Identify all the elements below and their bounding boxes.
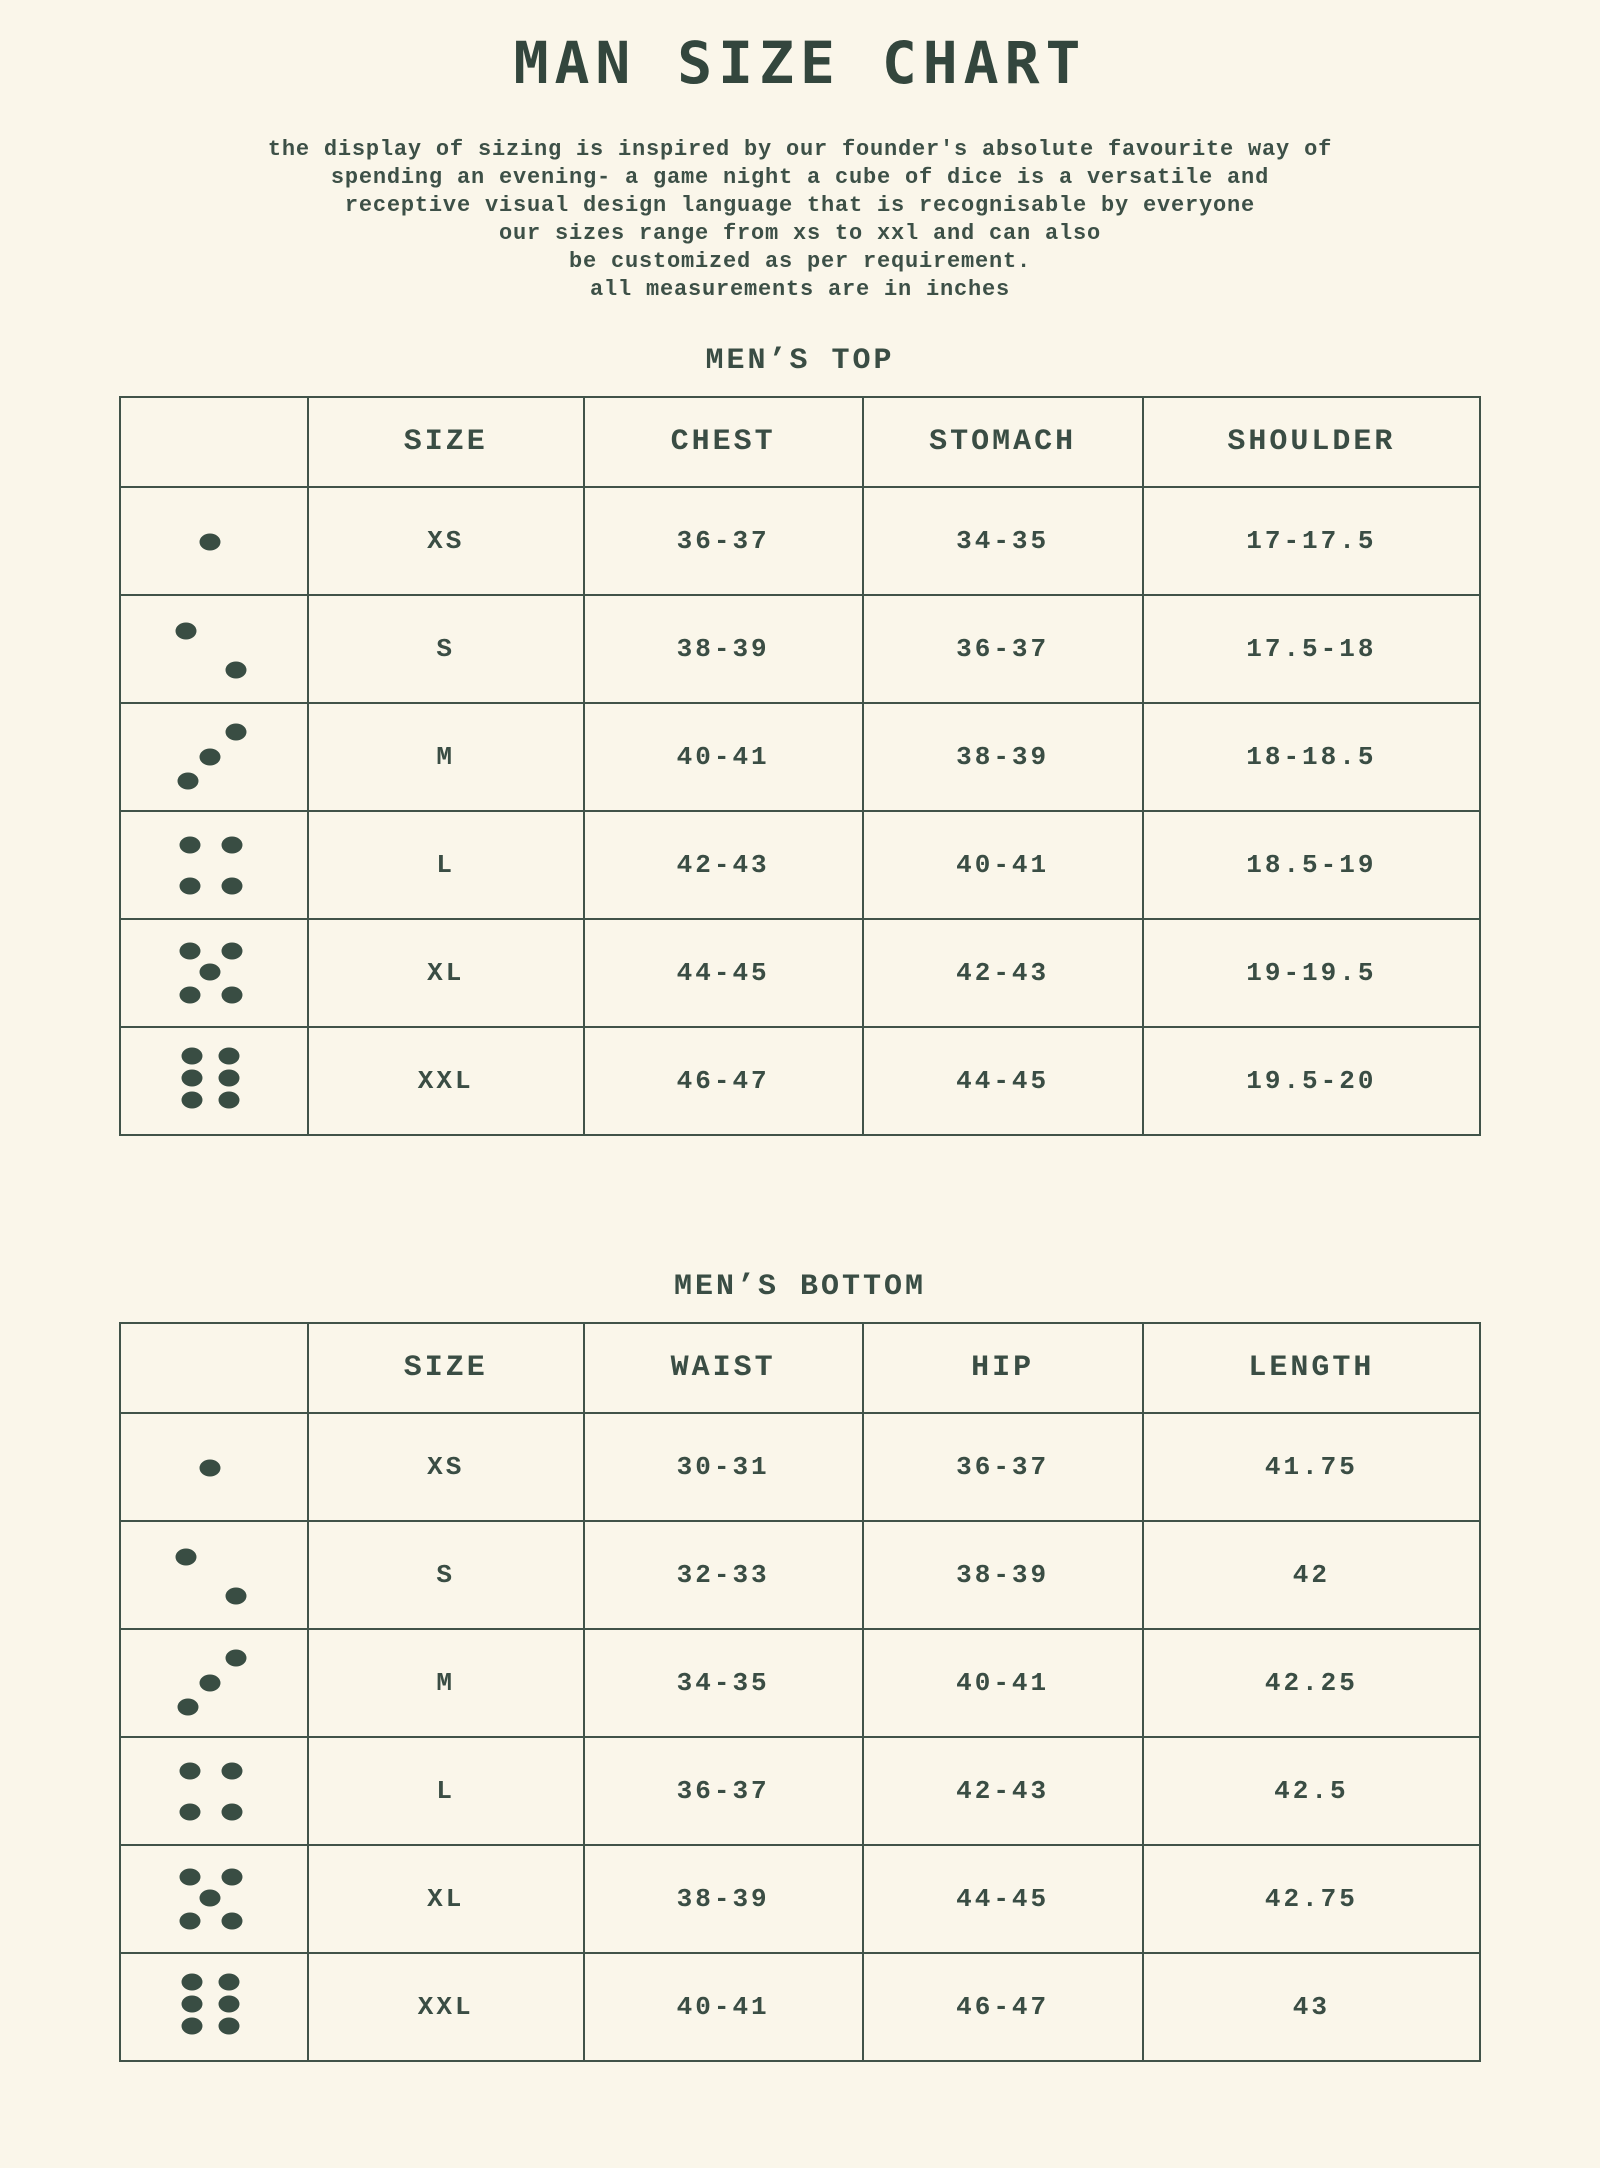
length-cell: 41.75 (1143, 1413, 1480, 1521)
mens-top-table (119, 396, 1481, 1136)
dice-pip (181, 2018, 202, 2035)
size-cell: XS (308, 1413, 584, 1521)
dice-pip (222, 1913, 243, 1930)
table-row (120, 1953, 1480, 2061)
dice-5-icon (121, 1846, 307, 1952)
dice-pip (200, 1460, 221, 1477)
table-row (120, 811, 1480, 919)
dice-pip (177, 773, 198, 790)
table-row (120, 919, 1480, 1027)
dice-pip (222, 1804, 243, 1821)
size-cell: S (308, 595, 584, 703)
dice-column-header (120, 397, 308, 487)
size-cell: XXL (308, 1027, 584, 1135)
dice-pip (222, 987, 243, 1004)
dice-pip (181, 1069, 202, 1086)
dice-pip (200, 963, 221, 980)
length-cell: 42.25 (1143, 1629, 1480, 1737)
dice-1-icon (121, 1414, 307, 1520)
table-row (120, 487, 1480, 595)
table-header-row (120, 1323, 1480, 1413)
dice-pip (218, 1047, 239, 1064)
size-cell: L (308, 811, 584, 919)
dice-pip (226, 1588, 247, 1605)
section-heading-mens-bottom: MEN’S BOTTOM (673, 1270, 927, 1304)
dice-pip (177, 1699, 198, 1716)
hip-cell: 46-47 (863, 1953, 1143, 2061)
size-cell: XL (308, 919, 584, 1027)
dice-4-icon (121, 1738, 307, 1844)
stomach-cell: 40-41 (863, 811, 1143, 919)
length-cell: 43 (1143, 1953, 1480, 2061)
dice-cell (120, 1845, 308, 1953)
dice-cell (120, 703, 308, 811)
dice-cell (120, 811, 308, 919)
stomach-cell: 34-35 (863, 487, 1143, 595)
stomach-cell: 38-39 (863, 703, 1143, 811)
hip-column-header: HIP (863, 1323, 1143, 1413)
dice-pip (179, 1913, 200, 1930)
dice-cell (120, 919, 308, 1027)
size-cell: L (308, 1737, 584, 1845)
dice-pip (218, 2018, 239, 2035)
size-column-header: SIZE (308, 397, 584, 487)
shoulder-cell: 18-18.5 (1143, 703, 1480, 811)
stomach-cell: 42-43 (863, 919, 1143, 1027)
dice-5-icon (121, 920, 307, 1026)
dice-pip (200, 534, 221, 551)
shoulder-cell: 19-19.5 (1143, 919, 1480, 1027)
mens-bottom-table (119, 1322, 1481, 2062)
dice-cell (120, 1737, 308, 1845)
dice-pip (175, 622, 196, 639)
size-cell: M (308, 703, 584, 811)
dice-cell (120, 1027, 308, 1135)
dice-pip (218, 1069, 239, 1086)
shoulder-cell: 19.5-20 (1143, 1027, 1480, 1135)
dice-pip (181, 1995, 202, 2012)
intro-line: all measurements are in inches (589, 277, 1011, 302)
dice-cell (120, 1953, 308, 2061)
table-header-row (120, 397, 1480, 487)
stomach-column-header: STOMACH (863, 397, 1143, 487)
dice-6-icon (121, 1028, 307, 1134)
intro-line: the display of sizing is inspired by our founder's absolute favourite way of (267, 137, 1333, 162)
chest-cell: 46-47 (584, 1027, 863, 1135)
table-row (120, 1027, 1480, 1135)
dice-pip (179, 878, 200, 895)
chest-cell: 42-43 (584, 811, 863, 919)
dice-pip (179, 1868, 200, 1885)
hip-cell: 44-45 (863, 1845, 1143, 1953)
waist-cell: 30-31 (584, 1413, 863, 1521)
size-cell: XXL (308, 1953, 584, 2061)
dice-pip (226, 1649, 247, 1666)
dice-pip (181, 1047, 202, 1064)
dice-pip (179, 836, 200, 853)
dice-1-icon (121, 488, 307, 594)
size-column-header: SIZE (308, 1323, 584, 1413)
dice-pip (200, 1675, 221, 1692)
size-cell: XL (308, 1845, 584, 1953)
stomach-cell: 36-37 (863, 595, 1143, 703)
waist-cell: 32-33 (584, 1521, 863, 1629)
stomach-cell: 44-45 (863, 1027, 1143, 1135)
table-row (120, 1737, 1480, 1845)
dice-pip (181, 1092, 202, 1109)
dice-cell (120, 1521, 308, 1629)
dice-pip (226, 662, 247, 679)
waist-cell: 34-35 (584, 1629, 863, 1737)
shoulder-column-header: SHOULDER (1143, 397, 1480, 487)
dice-pip (226, 723, 247, 740)
dice-pip (218, 1092, 239, 1109)
intro-line: receptive visual design language that is recognisable by everyone (344, 193, 1256, 218)
waist-column-header: WAIST (584, 1323, 863, 1413)
dice-pip (218, 1973, 239, 1990)
dice-pip (179, 1804, 200, 1821)
length-cell: 42.75 (1143, 1845, 1480, 1953)
dice-pip (222, 942, 243, 959)
chest-cell: 38-39 (584, 595, 863, 703)
intro-line: be customized as per requirement. (568, 249, 1032, 274)
page-title: MAN SIZE CHART (513, 29, 1087, 97)
length-cell: 42 (1143, 1521, 1480, 1629)
table-row (120, 1629, 1480, 1737)
table-row (120, 1521, 1480, 1629)
dice-pip (200, 749, 221, 766)
table-row (120, 703, 1480, 811)
waist-cell: 36-37 (584, 1737, 863, 1845)
chest-column-header: CHEST (584, 397, 863, 487)
dice-4-icon (121, 812, 307, 918)
dice-2-icon (121, 596, 307, 702)
dice-cell (120, 1413, 308, 1521)
dice-cell (120, 487, 308, 595)
dice-pip (222, 1762, 243, 1779)
dice-pip (200, 1889, 221, 1906)
dice-pip (179, 1762, 200, 1779)
hip-cell: 40-41 (863, 1629, 1143, 1737)
section-heading-mens-top: MEN’S TOP (705, 344, 895, 378)
shoulder-cell: 18.5-19 (1143, 811, 1480, 919)
table-row (120, 1845, 1480, 1953)
dice-3-icon (121, 704, 307, 810)
shoulder-cell: 17.5-18 (1143, 595, 1480, 703)
chest-cell: 40-41 (584, 703, 863, 811)
dice-pip (181, 1973, 202, 1990)
dice-pip (222, 878, 243, 895)
dice-pip (222, 836, 243, 853)
length-column-header: LENGTH (1143, 1323, 1480, 1413)
chest-cell: 36-37 (584, 487, 863, 595)
shoulder-cell: 17-17.5 (1143, 487, 1480, 595)
table-row (120, 1413, 1480, 1521)
dice-pip (175, 1548, 196, 1565)
dice-pip (218, 1995, 239, 2012)
waist-cell: 40-41 (584, 1953, 863, 2061)
dice-6-icon (121, 1954, 307, 2060)
size-cell: S (308, 1521, 584, 1629)
intro-line: spending an evening- a game night a cube of dice is a versatile and (330, 165, 1270, 190)
size-cell: XS (308, 487, 584, 595)
waist-cell: 38-39 (584, 1845, 863, 1953)
intro-paragraph (0, 136, 1600, 304)
dice-pip (222, 1868, 243, 1885)
size-cell: M (308, 1629, 584, 1737)
hip-cell: 38-39 (863, 1521, 1143, 1629)
dice-cell (120, 595, 308, 703)
chest-cell: 44-45 (584, 919, 863, 1027)
dice-3-icon (121, 1630, 307, 1736)
hip-cell: 36-37 (863, 1413, 1143, 1521)
hip-cell: 42-43 (863, 1737, 1143, 1845)
dice-pip (179, 942, 200, 959)
length-cell: 42.5 (1143, 1737, 1480, 1845)
dice-pip (179, 987, 200, 1004)
dice-2-icon (121, 1522, 307, 1628)
dice-cell (120, 1629, 308, 1737)
dice-column-header (120, 1323, 308, 1413)
table-row (120, 595, 1480, 703)
intro-line: our sizes range from xs to xxl and can also (498, 221, 1102, 246)
